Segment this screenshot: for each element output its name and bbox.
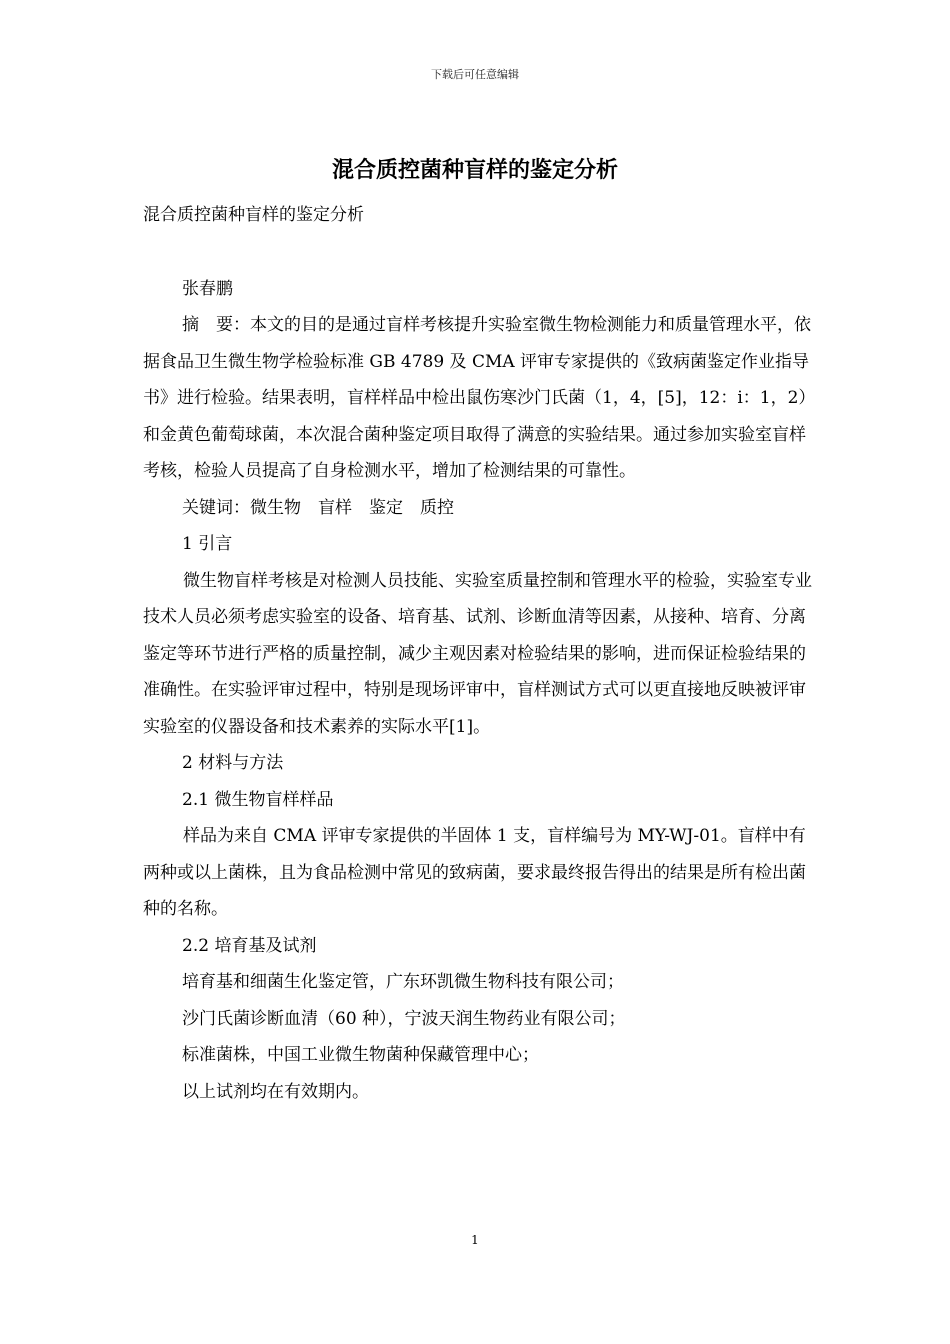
reagent-item: 培育基和细菌生化鉴定管，广东环凯微生物科技有限公司； — [182, 972, 624, 992]
abstract-paragraph: 摘 要：本文的目的是通过盲样考核提升实验室微生物检测能力和质量管理水平，依据食品卫生微生物学检验标准 GB 4789 及 CMA 评审专家提供的《致病菌鉴定作业指导书》进行检验。结果表明，盲样样品中检出鼠伤寒沙门氏菌（1，4，[5]，12：i：1，2）和金黄色葡萄球菌，本次混合菌种鉴定项目取得了满意的实验结果。通过参加实验室盲样考核，检验人员提高了自身检测水平，增加了检测结果的可靠性。 — [143, 315, 811, 481]
reagent-item: 沙门氏菌诊断血清（60 种），宁波天润生物药业有限公司； — [182, 1008, 626, 1029]
page-header-note: 下载后可任意编辑 — [431, 68, 519, 81]
section-2-1-heading: 2.1 微生物盲样样品 — [182, 789, 334, 810]
section-2-1-paragraph: 样品为来自 CMA 评审专家提供的半固体 1 支，盲样编号为 MY-WJ-01。盲样中有两种或以上菌株，且为食品检测中常见的致病菌，要求最终报告得出的结果是所有检出菌种的名称。 — [143, 826, 806, 919]
section-1-paragraph: 微生物盲样考核是对检测人员技能、实验室质量控制和管理水平的检验，实验室专业技术人员必须考虑实验室的设备、培育基、试剂、诊断血清等因素，从接种、培育、分离鉴定等环节进行严格的质量控制，减少主观因素对检验结果的影响，进而保证检验结果的准确性。在实验评审过程中，特别是现场评审中，盲样测试方式可以更直接地反映被评审实验室的仪器设备和技术素养的实际水平[1]。 — [143, 570, 812, 737]
page-number: 1 — [471, 1233, 479, 1247]
document-body — [143, 197, 815, 1110]
section-2-2-heading: 2.2 培育基及试剂 — [182, 935, 317, 956]
keywords: 关键词：微生物 盲样 鉴定 质控 — [182, 497, 454, 518]
author: 张春鹏 — [182, 278, 233, 299]
blank-line — [143, 234, 815, 271]
subtitle: 混合质控菌种盲样的鉴定分析 — [143, 205, 364, 225]
reagent-item: 以上试剂均在有效期内。 — [182, 1081, 369, 1102]
document-title: 混合质控菌种盲样的鉴定分析 — [331, 158, 618, 183]
section-1-heading: 1 引言 — [182, 534, 233, 554]
section-2-heading: 2 材料与方法 — [182, 753, 284, 773]
reagent-item: 标准菌株，中国工业微生物菌种保藏管理中心； — [182, 1045, 539, 1065]
